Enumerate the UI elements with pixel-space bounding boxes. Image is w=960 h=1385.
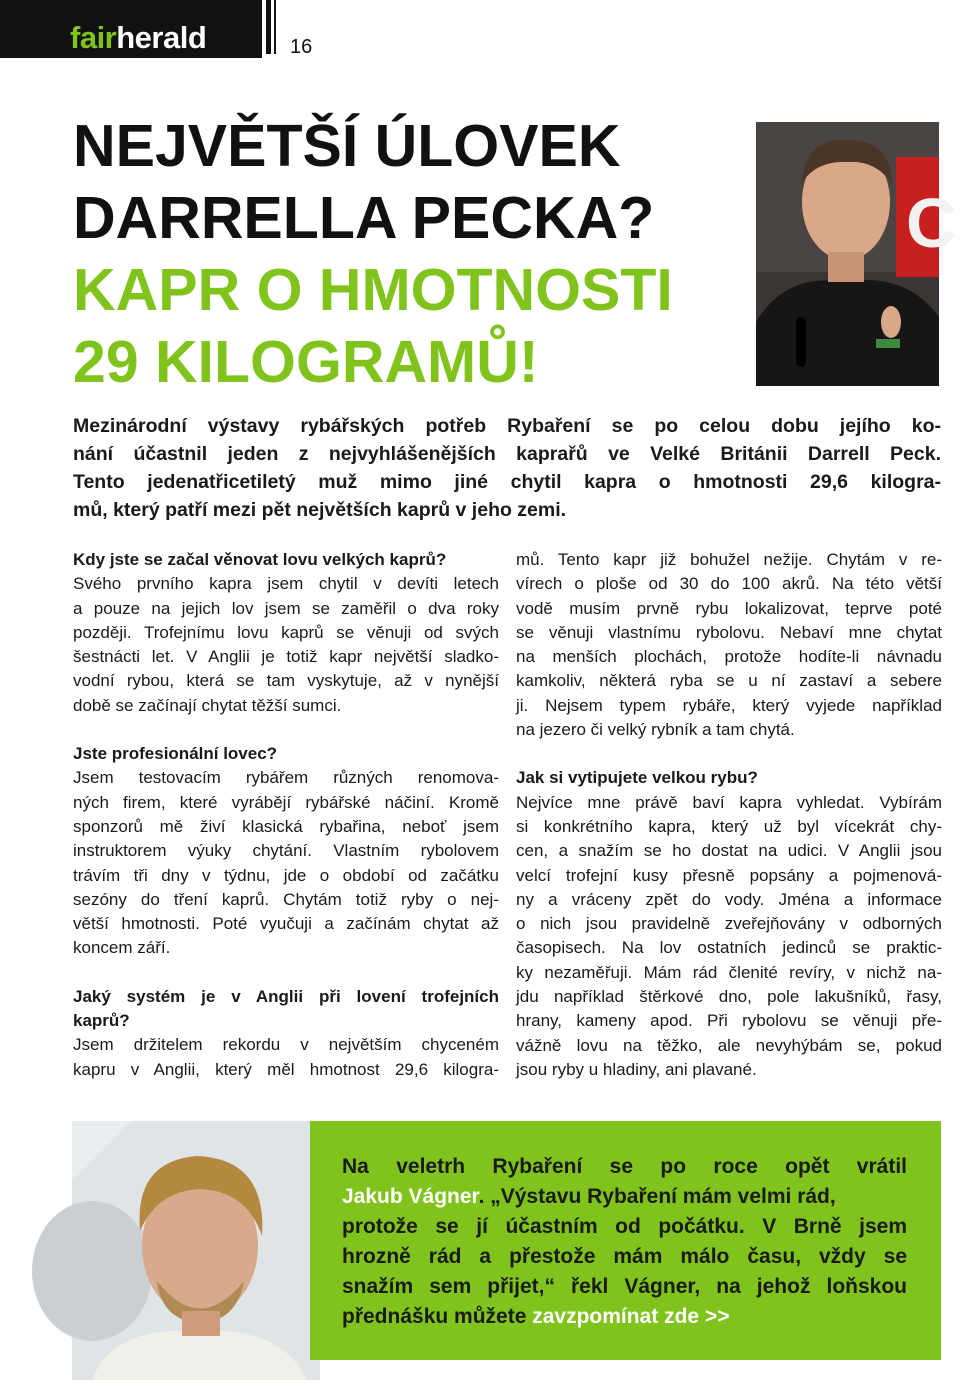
answer-line: Svého prvního kapra jsem chytil v devíti letech bbox=[73, 574, 499, 594]
vagner-name: Jakub Vágner bbox=[342, 1185, 479, 1208]
question-heading: kaprů? bbox=[73, 1011, 130, 1031]
jakub-vagner-photo bbox=[72, 1121, 320, 1380]
answer-line: a pouze na jejich lov jsem se zaměřil o dva roky bbox=[73, 598, 499, 618]
callout-line: hrozně rád a přestože mám málo času, vždy se bbox=[342, 1245, 907, 1268]
answer-line: koncem září. bbox=[73, 938, 171, 958]
answer-line: kapru v Anglii, který měl hmotnost 29,6 kilogra- bbox=[73, 1059, 499, 1079]
header-divider-thin bbox=[274, 0, 276, 54]
answer-line: instruktorem výuky chytání. Vlastním rybolovem bbox=[73, 841, 499, 861]
headline-line: NEJVĚTŠÍ ÚLOVEK bbox=[73, 113, 621, 179]
background-sign-letter: C bbox=[906, 184, 957, 262]
headline-line-green: 29 KILOGRAMŮ! bbox=[73, 329, 539, 395]
answer-line: vírech o ploše od 30 do 100 akrů. Na této větší bbox=[516, 574, 942, 594]
answer-line: jdu například štěrkové dno, pole lakušníků, řasy, bbox=[516, 987, 942, 1007]
answer-line: jsou ryby u hladiny, ani plavané. bbox=[516, 1059, 757, 1079]
callout-line-start: přednášku můžete bbox=[342, 1305, 533, 1328]
callout-line bbox=[342, 1302, 907, 1332]
answer-line: si konkrétního kapra, který už byl vícekrát chy- bbox=[516, 816, 942, 836]
article-right-column bbox=[516, 548, 942, 1082]
answer-line: ny a vráceny zpět do vody. Jména a informace bbox=[516, 889, 942, 909]
lead-line: mů, který patří mezi pět největších kaprů v jeho zemi. bbox=[73, 499, 567, 521]
header-divider bbox=[266, 0, 271, 54]
callout-line: snažím sem přijet,“ řekl Vágner, na jehož loňskou bbox=[342, 1275, 907, 1298]
question-heading: Kdy jste se začal věnovat lovu velkých kaprů? bbox=[73, 550, 447, 569]
answer-line: době se začínají chytat těžší sumci. bbox=[73, 695, 342, 715]
callout-line bbox=[342, 1182, 907, 1212]
lead-line: nání účastnil jeden z nejvyhlášenějších kaprařů ve Velké Británii Darrell Peck. bbox=[73, 443, 941, 465]
lead-line: Mezinárodní výstavy rybářských potřeb Rybaření se po celou dobu jejího ko- bbox=[73, 415, 941, 437]
answer-line: větší hmotnosti. Poté vyučuji a začínám chytat až bbox=[73, 914, 499, 934]
question-heading: Jak si vytipujete velkou rybu? bbox=[516, 768, 758, 788]
answer-line: kamkoliv, některá ryba se u ní zastaví a sebere bbox=[516, 671, 942, 691]
answer-line: ji. Nejsem typem rybáře, který vyjede například bbox=[516, 695, 942, 715]
headline-line-green: KAPR O HMOTNOSTI bbox=[73, 257, 673, 323]
darrell-peck-photo bbox=[756, 122, 957, 386]
answer-line: sponzorů mě živí klasická rybařina, neboť jsem bbox=[73, 816, 499, 836]
answer-line: velcí trofejní kusy přesně popsány a pojmenová- bbox=[516, 865, 942, 885]
zavzpominat-link[interactable]: zavzpomínat zde >> bbox=[532, 1305, 730, 1328]
callout-line: Na veletrh Rybaření se po roce opět vrátil bbox=[342, 1155, 907, 1178]
answer-line: se věnuji vlastnímu rybolovu. Nebaví mne chytat bbox=[516, 622, 942, 642]
article-left-column bbox=[73, 548, 499, 1082]
answer-line: vodní rybou, která se tam vyskytuje, až v nynější bbox=[73, 671, 499, 691]
callout-line-rest: . „Výstavu Rybaření mám velmi rád, bbox=[478, 1185, 836, 1208]
answer-line: časopisech. Na lov ostatních jedinců se praktic- bbox=[516, 938, 942, 958]
question-heading: Jaký systém je v Anglii při lovení trofejních bbox=[73, 986, 499, 1006]
answer-line: později. Trofejnímu lovu kaprů se věnuji od svých bbox=[73, 622, 499, 642]
answer-line: Nejvíce mne právě baví kapra vyhledat. Vybírám bbox=[516, 792, 942, 812]
answer-line: šestnácti let. V Anglii je totiž kapr největší sladko- bbox=[73, 647, 499, 667]
answer-line: vážně lovu na těžko, ale nevyhýbám se, pokud bbox=[516, 1035, 942, 1055]
question-heading: Jste profesionální lovec? bbox=[73, 744, 278, 764]
portrait-image bbox=[72, 1121, 320, 1380]
answer-line: na menších plochách, protože hodíte-li návnadu bbox=[516, 647, 942, 667]
answer-line: ných firem, které vyrábějí rybářské náčiní. Kromě bbox=[73, 792, 499, 812]
answer-line: o nich jsou pravidelně zveřejňovány v odborných bbox=[516, 914, 942, 934]
answer-line: sezóny do tření kaprů. Chytám totiž ryby o nej- bbox=[73, 889, 499, 909]
headline-line: DARRELLA PECKA? bbox=[73, 185, 655, 251]
answer-line: na jezero či velký rybník a tam chytá. bbox=[516, 720, 795, 740]
answer-line: Jsem držitelem rekordu v největším chyceném bbox=[73, 1035, 499, 1055]
portrait-image bbox=[756, 122, 957, 386]
fairherald-logo bbox=[70, 18, 206, 58]
logo-herald: herald bbox=[116, 20, 207, 55]
logo-fair: fair bbox=[70, 20, 117, 55]
answer-line: trávím tři dny v týdnu, jde o období od začátku bbox=[73, 865, 499, 885]
headline bbox=[73, 110, 733, 398]
answer-line: cen, a snažím se ho dostat na udici. V Anglii jsou bbox=[516, 841, 942, 861]
answer-line: Jsem testovacím rybářem různých renomova- bbox=[73, 768, 499, 788]
page-number: 16 bbox=[290, 36, 313, 58]
callout-line: protože se jí účastním od počátku. V Brně jsem bbox=[342, 1215, 907, 1238]
lead-paragraph bbox=[73, 412, 941, 524]
lead-line: Tento jedenatřicetiletý muž mimo jiné chytil kapra o hmotnosti 29,6 kilogra- bbox=[73, 471, 941, 493]
answer-line: mů. Tento kapr již bohužel nežije. Chytám v re- bbox=[516, 550, 942, 569]
answer-line: vodě musím prvně rybu lokalizovat, teprve poté bbox=[516, 598, 942, 618]
vagner-callout-text bbox=[342, 1152, 907, 1332]
answer-line: ky nezaměřuji. Mám rád členité revíry, v nichž na- bbox=[516, 962, 942, 982]
answer-line: hrany, kameny apod. Při rybolovu se věnuji pře- bbox=[516, 1011, 942, 1031]
